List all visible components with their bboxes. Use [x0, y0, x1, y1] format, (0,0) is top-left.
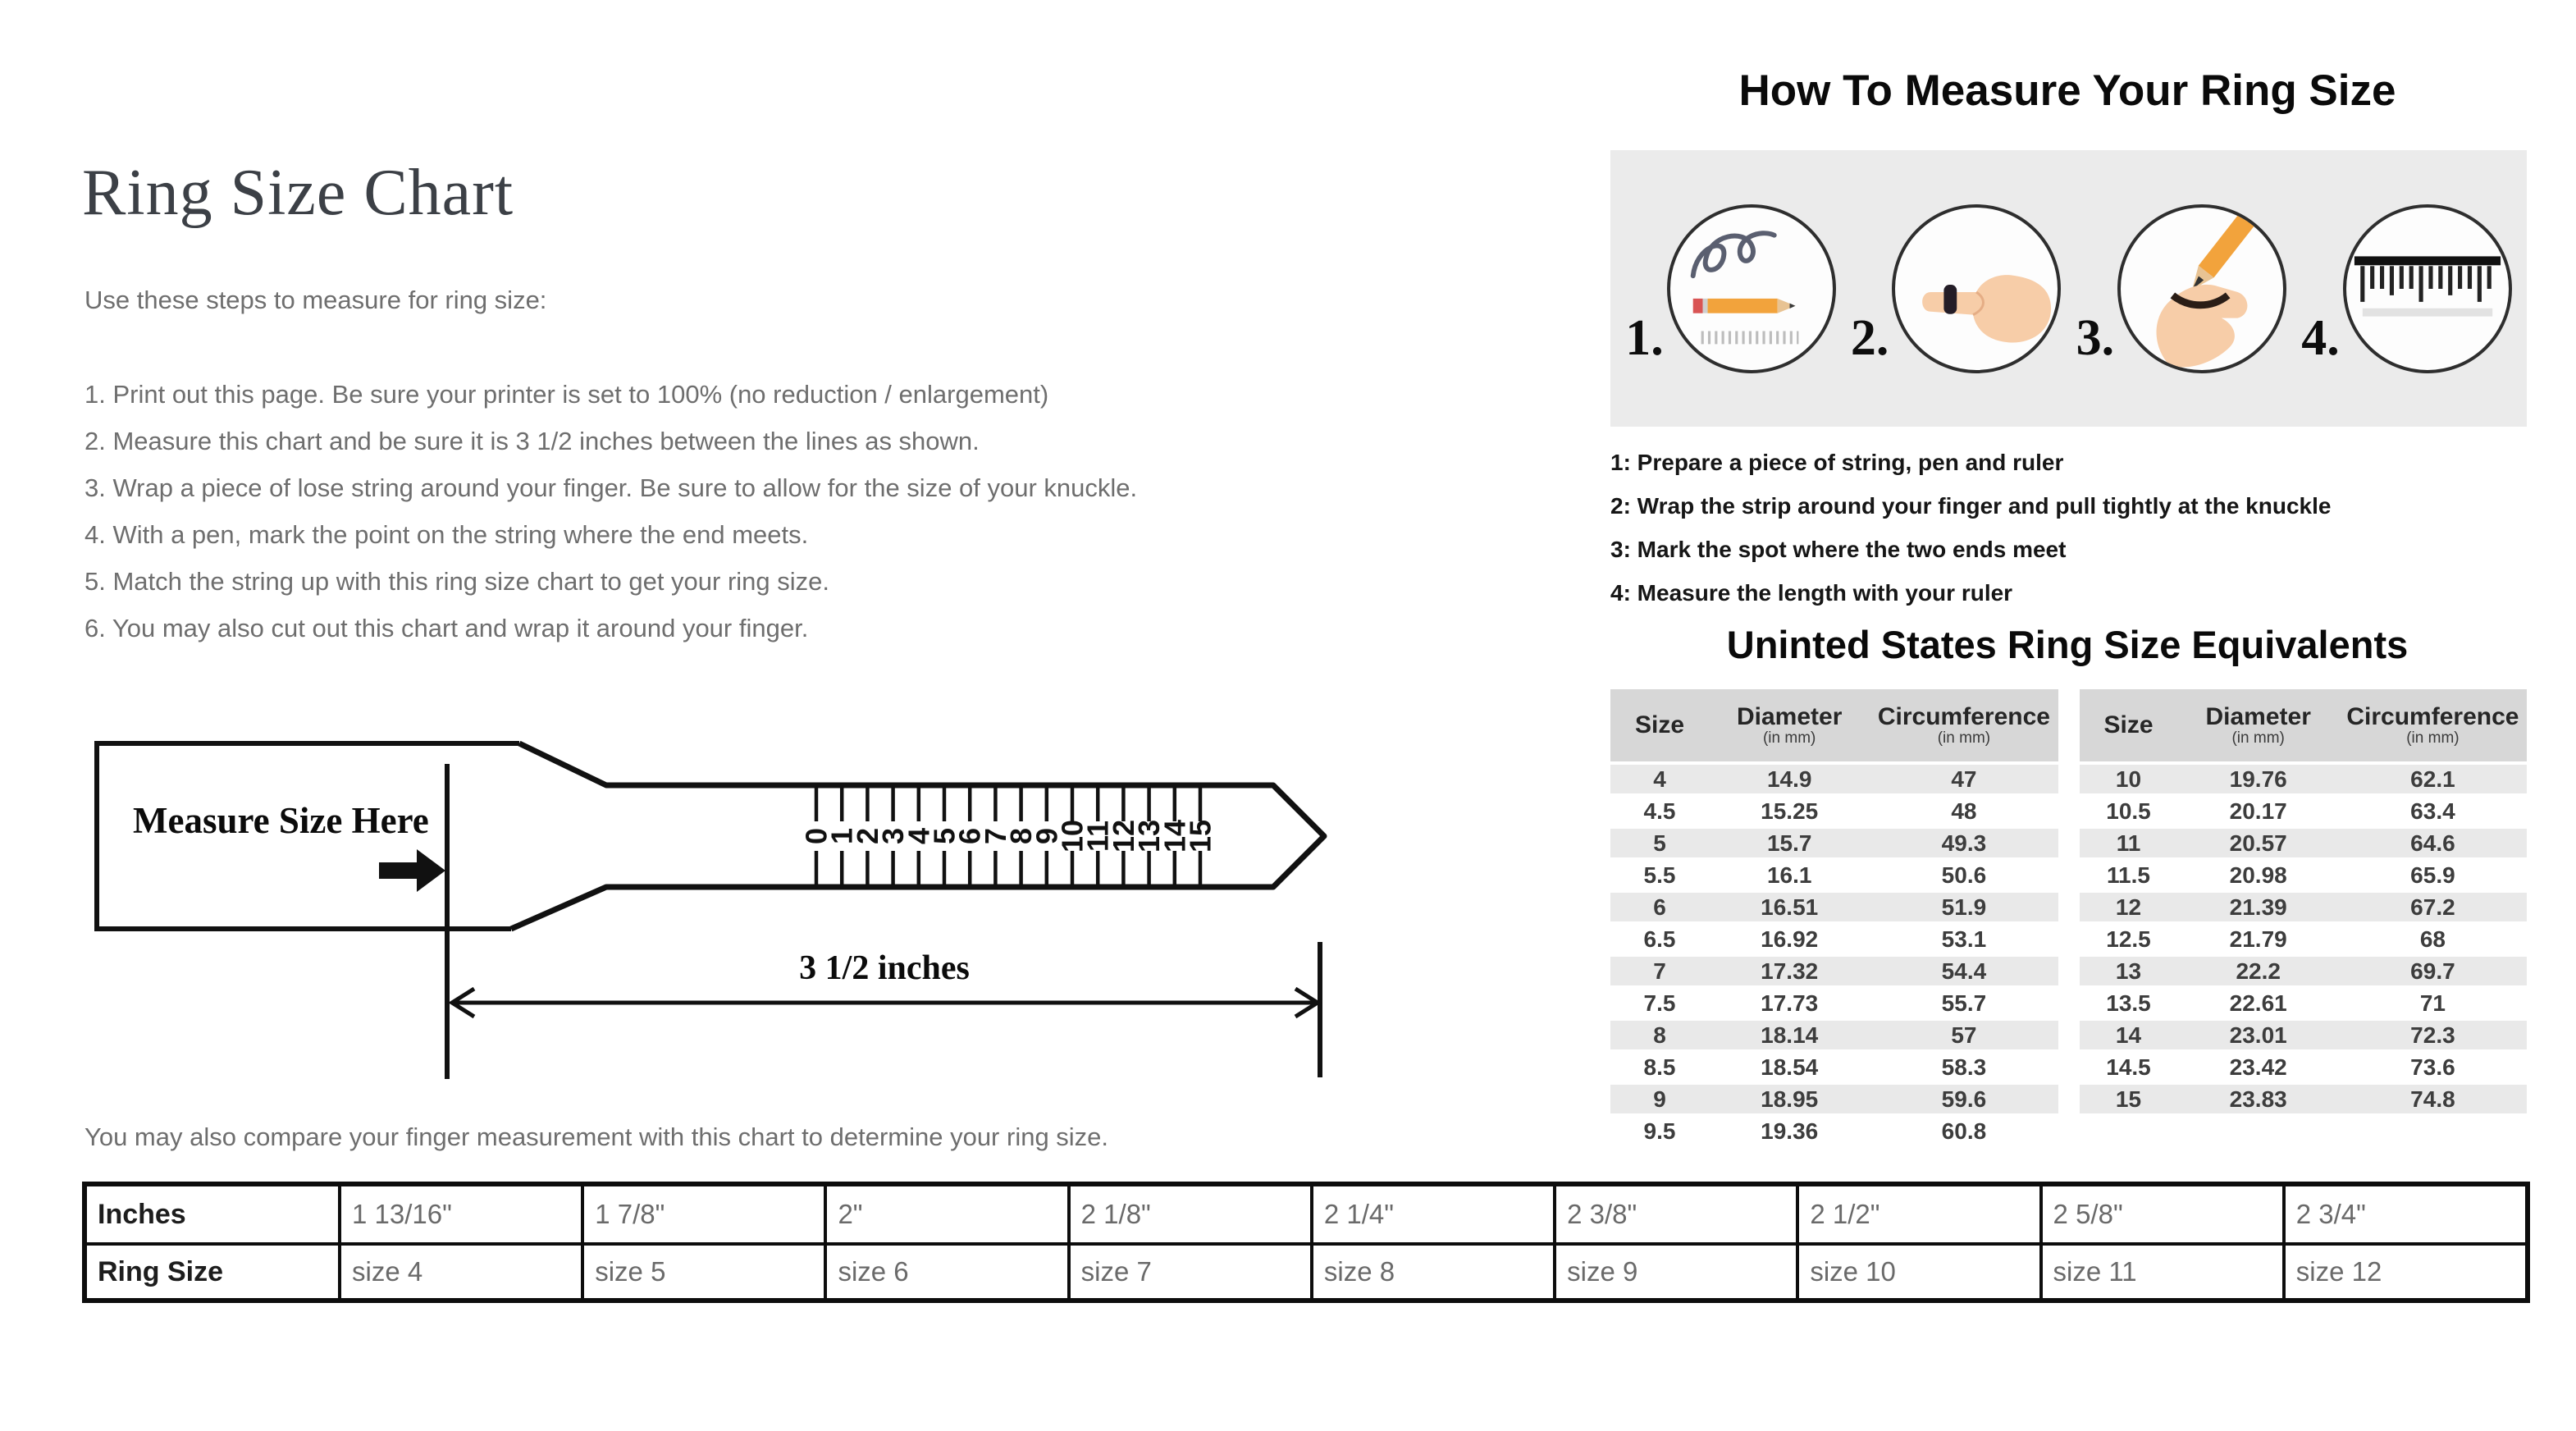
- table-cell: 9.5: [1643, 1118, 1676, 1144]
- howto-step-list: [1610, 441, 2331, 615]
- dimension-label: 3 1/2 inches: [799, 949, 970, 987]
- table-cell: 11: [2116, 830, 2141, 856]
- table-cell: 15: [2115, 1086, 2142, 1112]
- howto-step: 1: Prepare a piece of string, pen and ruler: [1610, 450, 2064, 475]
- howto-icon-step: [2076, 204, 2287, 373]
- table-cell: 49.3: [1941, 830, 1987, 856]
- inches-cell: 2 1/2": [1796, 1186, 2039, 1242]
- howto-icon-step: [2301, 204, 2512, 373]
- table-cell: 64.6: [2410, 830, 2455, 856]
- ring-size-row-header: Ring Size: [87, 1242, 338, 1298]
- size-scale-number: 6: [952, 827, 987, 845]
- table-row: [1610, 793, 2058, 825]
- table-cell: 50.6: [1941, 862, 1987, 888]
- howto-title: How To Measure Your Ring Size: [1738, 66, 2396, 115]
- howto-step: 4: Measure the length with your ruler: [1610, 580, 2013, 606]
- table-cell: 18.95: [1761, 1086, 1819, 1112]
- size-column-header: Size: [2103, 711, 2154, 739]
- table-row: [2080, 793, 2528, 825]
- table-cell: 21.79: [2229, 926, 2287, 952]
- table-row: [2080, 1049, 2528, 1081]
- size-column-header: Size: [1634, 711, 1685, 739]
- table-cell: 18.54: [1761, 1054, 1819, 1080]
- howto-icon-step: [1625, 204, 1836, 373]
- table-cell: 20.98: [2229, 862, 2287, 888]
- table-cell: 19.76: [2229, 766, 2287, 792]
- table-cell: 72.3: [2410, 1022, 2455, 1048]
- table-cell: 22.61: [2229, 990, 2287, 1016]
- table-cell: 13: [2115, 958, 2142, 984]
- table-cell: 73.6: [2410, 1054, 2455, 1080]
- table-cell: 6.5: [1643, 926, 1676, 952]
- table-row: [2080, 761, 2528, 793]
- table-cell: 12: [2115, 894, 2142, 920]
- ring-size-cell: size 5: [581, 1242, 824, 1298]
- table-row: [1610, 985, 2058, 1017]
- step-number: 3.: [2076, 309, 2115, 366]
- table-cell: 21.39: [2229, 894, 2287, 920]
- table-cell: 55.7: [1941, 990, 1987, 1016]
- unit-note: (in mm): [2406, 729, 2460, 747]
- table-cell: 62.1: [2410, 766, 2455, 792]
- size-scale-number: 14: [1158, 819, 1192, 853]
- size-scale-number: 9: [1030, 827, 1064, 845]
- size-scale-number: 1: [824, 827, 859, 845]
- table-row: [2080, 985, 2528, 1017]
- diameter-column-header: Diameter (in mm): [2178, 704, 2339, 746]
- unit-note: (in mm): [1762, 729, 1816, 747]
- table-cell: 67.2: [2410, 894, 2455, 920]
- string-wrapped-finger-icon: [1892, 204, 2061, 373]
- mark-string-pencil-icon: [2117, 204, 2286, 373]
- table-cell: 15.25: [1761, 798, 1819, 824]
- table-row: [1610, 889, 2058, 921]
- inches-cell: 1 7/8": [581, 1186, 824, 1242]
- table-cell: 58.3: [1941, 1054, 1987, 1080]
- table-cell: 69.7: [2410, 958, 2455, 984]
- size-scale-number: 8: [1004, 827, 1039, 845]
- ring-size-cell: size 10: [1796, 1242, 2039, 1298]
- equivalents-title: Uninted States Ring Size Equivalents: [1726, 623, 2409, 666]
- ring-sizer-diagram: [82, 733, 1362, 1086]
- circumference-column-header: Circumference (in mm): [1870, 704, 2058, 746]
- table-cell: 19.36: [1761, 1118, 1819, 1144]
- unit-note: (in mm): [1937, 729, 1991, 747]
- step-number: 4.: [2301, 309, 2340, 366]
- size-scale-number: 11: [1080, 820, 1115, 853]
- table-row: [1610, 761, 2058, 793]
- step-number: 2.: [1850, 309, 1889, 366]
- step-item: 2. Measure this chart and be sure it is 3 1/2 inches between the lines as shown.: [84, 427, 980, 455]
- table-row: [1610, 825, 2058, 857]
- table-row: [1610, 1049, 2058, 1081]
- inches-cell: 2 3/8": [1553, 1186, 1796, 1242]
- table-cell: 68: [2419, 926, 2446, 952]
- table-cell: 22.2: [2236, 958, 2281, 984]
- table-cell: 6: [1653, 894, 1666, 920]
- conversion-table: [82, 1182, 2530, 1303]
- table-row: [2080, 857, 2528, 889]
- size-scale-number: 10: [1055, 819, 1089, 853]
- ring-size-cell: size 8: [1310, 1242, 1553, 1298]
- table-cell: 10.5: [2106, 798, 2151, 824]
- comparison-caption: You may also compare your finger measurement with this chart to determine your ring size.: [84, 1122, 1109, 1151]
- table-cell: 7: [1653, 958, 1666, 984]
- inches-cell: 2 1/8": [1067, 1186, 1310, 1242]
- ruler-icon: [2343, 204, 2512, 373]
- inches-row-header: Inches: [87, 1186, 338, 1242]
- step-item: 4. With a pen, mark the point on the string where the end meets.: [84, 520, 809, 549]
- diameter-column-header: Diameter (in mm): [1709, 704, 1870, 746]
- table-cell: 14.9: [1766, 766, 1812, 792]
- table-row: [1610, 1113, 2058, 1145]
- unit-note: (in mm): [2231, 729, 2285, 747]
- table-cell: 14.5: [2106, 1054, 2151, 1080]
- table-header: [1610, 689, 2058, 761]
- circumference-column-header: Circumference (in mm): [2339, 704, 2527, 746]
- table-cell: 20.17: [2229, 798, 2287, 824]
- table-cell: 23.01: [2229, 1022, 2287, 1048]
- equivalents-table-right: [2080, 689, 2528, 1145]
- step-item: 6. You may also cut out this chart and wrap it around your finger.: [84, 614, 809, 642]
- table-cell: 51.9: [1941, 894, 1987, 920]
- table-row: [2080, 825, 2528, 857]
- table-cell: 16.1: [1766, 862, 1812, 888]
- ring-size-cell: size 7: [1067, 1242, 1310, 1298]
- table-cell: 13.5: [2106, 990, 2151, 1016]
- right-arrow-icon: [379, 849, 445, 892]
- size-scale-number: 4: [902, 827, 936, 845]
- table-cell: 8: [1653, 1022, 1666, 1048]
- table-cell: 71: [2419, 990, 2446, 1016]
- equivalents-tables: [1610, 689, 2527, 1145]
- size-scale-number: 12: [1106, 819, 1140, 853]
- ring-size-cell: size 4: [338, 1242, 581, 1298]
- table-row: [1610, 857, 2058, 889]
- howto-step: 2: Wrap the strip around your finger and pull tightly at the knuckle: [1610, 493, 2332, 519]
- table-row: [1610, 1081, 2058, 1113]
- ring-size-cell: size 9: [1553, 1242, 1796, 1298]
- table-cell: 4.5: [1643, 798, 1676, 824]
- table-row: [1610, 921, 2058, 953]
- ring-size-cell: size 12: [2282, 1242, 2525, 1298]
- string-pen-ruler-icon: [1667, 204, 1836, 373]
- size-scale-number: 13: [1132, 819, 1167, 853]
- table-cell: 16.51: [1761, 894, 1819, 920]
- table-row: [2080, 921, 2528, 953]
- ring-size-cell: size 11: [2039, 1242, 2282, 1298]
- table-cell: 20.57: [2229, 830, 2287, 856]
- equivalents-table-left: [1610, 689, 2058, 1145]
- table-cell: 9: [1653, 1086, 1666, 1112]
- table-cell: 11.5: [2107, 862, 2150, 888]
- table-cell: 23.83: [2229, 1086, 2287, 1112]
- size-scale-number: 3: [876, 827, 911, 845]
- howto-icon-step: [1851, 204, 2062, 373]
- table-row: [2080, 1017, 2528, 1049]
- table-cell: 5.5: [1643, 862, 1676, 888]
- howto-step: 3: Mark the spot where the two ends meet: [1610, 537, 2067, 562]
- size-scale-number: 7: [978, 827, 1012, 845]
- size-scale-number: 0: [799, 827, 834, 845]
- instruction-list: [84, 371, 1137, 651]
- inches-cell: 2 1/4": [1310, 1186, 1553, 1242]
- table-cell: 59.6: [1941, 1086, 1987, 1112]
- ring-size-cell: size 6: [824, 1242, 1066, 1298]
- table-cell: 10: [2115, 766, 2142, 792]
- howto-panel: [1610, 150, 2527, 427]
- table-cell: 48: [1951, 798, 1977, 824]
- step-number: 1.: [1625, 309, 1664, 366]
- table-cell: 63.4: [2410, 798, 2455, 824]
- table-cell: 8.5: [1643, 1054, 1676, 1080]
- table-cell: 18.14: [1761, 1022, 1819, 1048]
- table-cell: 60.8: [1941, 1118, 1987, 1144]
- table-cell: 4: [1653, 766, 1666, 792]
- table-row: [2080, 953, 2528, 985]
- size-scale-number: 2: [850, 827, 884, 845]
- table-cell: 65.9: [2410, 862, 2455, 888]
- step-item: 5. Match the string up with this ring size chart to get your ring size.: [84, 567, 830, 596]
- table-cell: 74.8: [2410, 1086, 2455, 1112]
- table-header: [2080, 689, 2528, 761]
- inches-cell: 2 5/8": [2039, 1186, 2282, 1242]
- table-row: [2080, 1113, 2528, 1145]
- inches-cell: 1 13/16": [338, 1186, 581, 1242]
- table-cell: 47: [1951, 766, 1977, 792]
- page-title: Ring Size Chart: [82, 157, 514, 229]
- table-cell: 17.32: [1761, 958, 1819, 984]
- size-scale-number: 15: [1183, 819, 1217, 853]
- inches-cell: 2 3/4": [2282, 1186, 2525, 1242]
- intro-text: Use these steps to measure for ring size:: [84, 286, 547, 314]
- table-cell: 16.92: [1761, 926, 1819, 952]
- step-item: 3. Wrap a piece of lose string around your finger. Be sure to allow for the size of your knuckle.: [84, 473, 1138, 502]
- table-cell: 5: [1653, 830, 1666, 856]
- table-cell: 53.1: [1941, 926, 1987, 952]
- ruler-scale: [800, 787, 1217, 885]
- table-row: [1610, 1017, 2058, 1049]
- table-row: [2080, 1081, 2528, 1113]
- size-scale-number: 5: [927, 827, 961, 845]
- table-row: [1610, 953, 2058, 985]
- table-cell: 23.42: [2229, 1054, 2287, 1080]
- table-row: [2080, 889, 2528, 921]
- measure-here-label: Measure Size Here: [133, 800, 429, 841]
- inches-cell: 2": [824, 1186, 1066, 1242]
- table-cell: 54.4: [1941, 958, 1987, 984]
- table-cell: 12.5: [2106, 926, 2151, 952]
- step-item: 1. Print out this page. Be sure your printer is set to 100% (no reduction / enlargement): [84, 380, 1049, 409]
- table-cell: 15.7: [1766, 830, 1812, 856]
- table-cell: 7.5: [1643, 990, 1676, 1016]
- table-cell: 57: [1951, 1022, 1977, 1048]
- table-cell: 17.73: [1761, 990, 1819, 1016]
- table-cell: 14: [2115, 1022, 2142, 1048]
